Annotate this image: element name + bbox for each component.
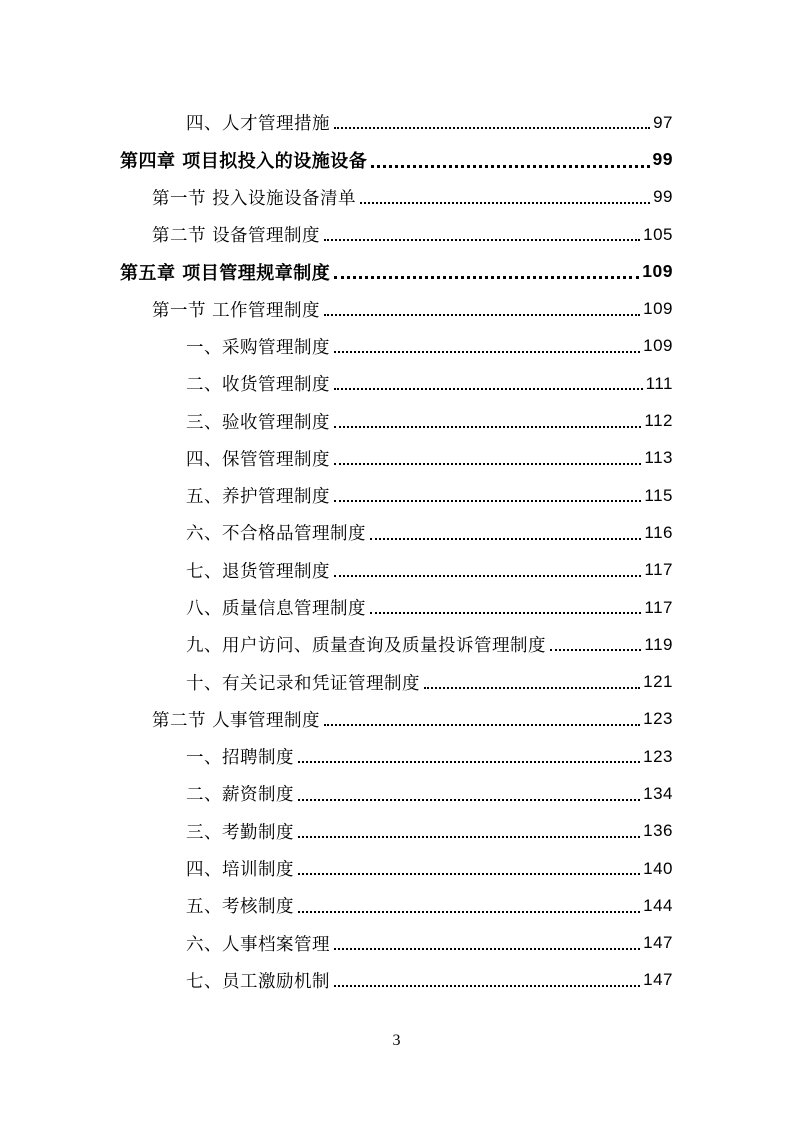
toc-entry-label: 一、招聘制度 [186,748,294,769]
toc-entry-page: 119 [644,634,673,654]
toc-entry-page: 140 [643,858,673,878]
toc-leader-dots [370,538,641,540]
toc-entry[interactable] [0,962,793,999]
toc-entry-label: 二、收货管理制度 [186,375,330,396]
table-of-contents [0,104,793,999]
toc-leader-dots [334,985,640,987]
toc-leader-dots [324,314,640,316]
page-number: 3 [392,1032,401,1049]
toc-leader-dots [370,612,641,614]
toc-entry-page: 116 [644,522,673,542]
toc-leader-dots [334,388,643,390]
toc-entry[interactable] [0,440,793,477]
toc-entry-label: 一、采购管理制度 [186,337,330,358]
toc-entry[interactable] [0,626,793,663]
toc-entry-page: 117 [644,560,673,580]
toc-entry-label: 四、培训制度 [186,860,294,881]
toc-entry-label: 第二节 人事管理制度 [152,710,321,731]
toc-leader-dots [360,202,650,204]
toc-entry-page: 99 [652,149,673,170]
toc-entry-label: 八、质量信息管理制度 [186,599,366,619]
toc-entry[interactable] [0,402,793,439]
toc-leader-dots [424,687,640,689]
toc-entry-label: 第四章 项目拟投入的设施设备 [120,150,368,172]
toc-leader-dots [324,239,640,241]
toc-entry-label: 三、考勤制度 [186,822,294,843]
toc-entry[interactable] [0,216,793,253]
toc-entry[interactable] [0,365,793,402]
toc-entry-page: 109 [642,261,673,282]
toc-entry-label: 九、用户访问、质量查询及质量投诉管理制度 [186,636,546,657]
toc-entry-label: 六、不合格品管理制度 [186,524,366,545]
toc-entry-page: 109 [643,299,673,319]
toc-entry-page: 112 [644,411,673,431]
toc-entry-label: 四、人才管理措施 [186,114,330,135]
toc-leader-dots [298,873,640,875]
toc-entry-page: 111 [645,373,673,393]
toc-entry-label: 第一节 投入设施设备清单 [152,188,357,209]
toc-entry-page: 134 [643,783,673,803]
toc-entry-page: 97 [653,112,673,132]
toc-leader-dots [298,761,640,763]
toc-entry-label: 三、验收管理制度 [186,412,330,433]
toc-entry[interactable] [0,253,793,290]
toc-leader-dots [334,500,641,502]
toc-entry-page: 121 [643,672,673,692]
toc-leader-dots [298,836,640,838]
toc-entry-label: 六、人事档案管理 [186,934,330,955]
toc-entry-page: 115 [644,485,673,505]
toc-entry[interactable] [0,552,793,589]
toc-entry-label: 第五章 项目管理规章制度 [120,262,331,284]
toc-entry-page: 105 [643,224,673,244]
toc-entry-page: 117 [644,597,673,617]
toc-entry-page: 109 [643,336,673,356]
toc-entry-label: 五、考核制度 [186,897,294,918]
toc-entry[interactable] [0,813,793,850]
toc-leader-dots [334,426,641,428]
toc-entry-label: 五、养护管理制度 [186,487,330,508]
toc-entry-page: 147 [643,970,673,990]
toc-leader-dots [334,276,639,279]
toc-entry[interactable] [0,141,793,178]
toc-entry-page: 147 [643,933,673,953]
toc-entry[interactable] [0,701,793,738]
toc-entry-label: 十、有关记录和凭证管理制度 [186,673,420,694]
toc-entry[interactable] [0,589,793,626]
toc-leader-dots [334,575,641,577]
toc-entry-page: 113 [644,448,673,468]
toc-entry-label: 第二节 设备管理制度 [152,226,321,247]
toc-entry-label: 第一节 工作管理制度 [152,300,321,321]
toc-entry[interactable] [0,514,793,551]
toc-entry-label: 七、员工激励机制 [186,971,330,992]
toc-entry-page: 136 [643,821,673,841]
toc-leader-dots [334,948,640,950]
toc-entry[interactable] [0,328,793,365]
toc-entry[interactable] [0,477,793,514]
toc-entry-label: 四、保管管理制度 [186,449,330,470]
toc-entry[interactable] [0,850,793,887]
toc-leader-dots [334,463,641,465]
toc-leader-dots [371,165,649,168]
toc-entry[interactable] [0,925,793,962]
toc-entry[interactable] [0,179,793,216]
toc-entry-page: 123 [643,746,673,766]
toc-entry-page: 99 [653,187,673,207]
toc-leader-dots [298,799,640,801]
toc-leader-dots [334,127,650,129]
toc-leader-dots [324,724,640,726]
toc-entry-label: 七、退货管理制度 [186,561,330,582]
toc-entry[interactable] [0,663,793,700]
toc-entry[interactable] [0,290,793,327]
toc-entry[interactable] [0,104,793,141]
toc-leader-dots [334,351,640,353]
toc-entry-page: 144 [643,895,673,915]
toc-leader-dots [550,649,641,651]
toc-entry[interactable] [0,887,793,924]
toc-leader-dots [298,911,640,913]
toc-entry-label: 二、薪资制度 [186,785,294,806]
toc-entry[interactable] [0,738,793,775]
toc-entry-page: 123 [643,709,673,729]
toc-entry[interactable] [0,775,793,812]
